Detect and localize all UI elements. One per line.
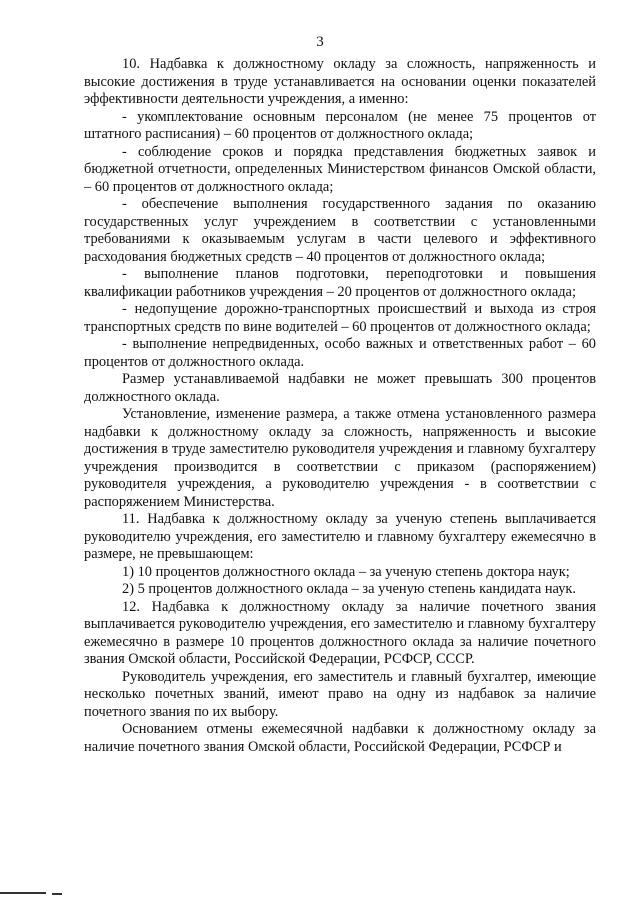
list-item-budget-reporting: - соблюдение сроков и порядка представления бюджетных заявок и бюджетной отчетности, определенных Министерством финансов Омской области, – 60 процентов от должностного оклада; [84,143,596,195]
page-number: 3 [316,34,324,50]
list-item-unforeseen-work: - выполнение непредвиденных, особо важных и ответственных работ – 60 процентов от должностного оклада. [84,336,596,370]
scan-edge-mark [52,893,62,895]
paragraph-allowance-setting: Установление, изменение размера, а также отмена установленного размера надбавки к должностному окладу за сложность, напряженность и высокие достижения в труде заместителю руководителя учреждения и главному бухгалтеру учреждения производится в соответствии с приказом (распоряжением) руководителя учреждения, а руководителю учреждения - в соответствии с распоряжением Министерства. [84,406,596,510]
list-item-doctor: 1) 10 процентов должностного оклада – за ученую степень доктора наук; [122,563,570,580]
list-item-training-plans: - выполнение планов подготовки, переподготовки и повышения квалификации работников учреждения – 20 процентов от должностного оклада; [84,266,596,300]
paragraph-multiple-titles: Руководитель учреждения, его заместитель и главный бухгалтер, имеющие несколько почетных званий, имеют право на одну из надбавок за наличие почетного звания по их выбору. [84,668,596,720]
document-body [84,56,596,756]
paragraph-max-allowance: Размер устанавливаемой надбавки не может превышать 300 процентов должностного оклада. [84,371,596,405]
paragraph-cancellation-basis: Основанием отмены ежемесячной надбавки к должностному окладу за наличие почетного звания Омской области, Российской Федерации, РСФСР и [84,721,596,755]
list-item-state-assignment: - обеспечение выполнения государственного задания по оказанию государственных услуг учреждением в соответствии с установленными требованиями к оказываемым услугам в части целевого и эффективного расходования бюджетных средств – 40 процентов от должностного оклада; [84,196,596,265]
list-item-traffic-safety: - недопущение дорожно-транспортных происшествий и выхода из строя транспортных средств по вине водителей – 60 процентов от должностного оклада; [84,301,596,335]
paragraph-10-intro: 10. Надбавка к должностному окладу за сложность, напряженность и высокие достижения в труде устанавливается на основании оценки показателей эффективности деятельности учреждения, а именно: [84,56,596,107]
paragraph-12-honorary-title: 12. Надбавка к должностному окладу за наличие почетного звания выплачивается руководителю учреждения, его заместителю и главному бухгалтеру ежемесячно в размере 10 процентов должностного оклада за наличие почетного звания Омской области, Российской Федерации, РСФСР, СССР. [84,598,596,667]
list-item-candidate: 2) 5 процентов должностного оклада – за ученую степень кандидата наук. [122,581,576,597]
list-item-staffing: - укомплектование основным персоналом (не менее 75 процентов от штатного расписания) – 60 процентов от должностного оклада; [84,108,596,142]
scan-edge-mark [0,892,46,894]
paragraph-11-degree: 11. Надбавка к должностному окладу за ученую степень выплачивается руководителю учреждения, его заместителю и главному бухгалтеру ежемесячно в размере, не превышающем: [84,511,596,562]
